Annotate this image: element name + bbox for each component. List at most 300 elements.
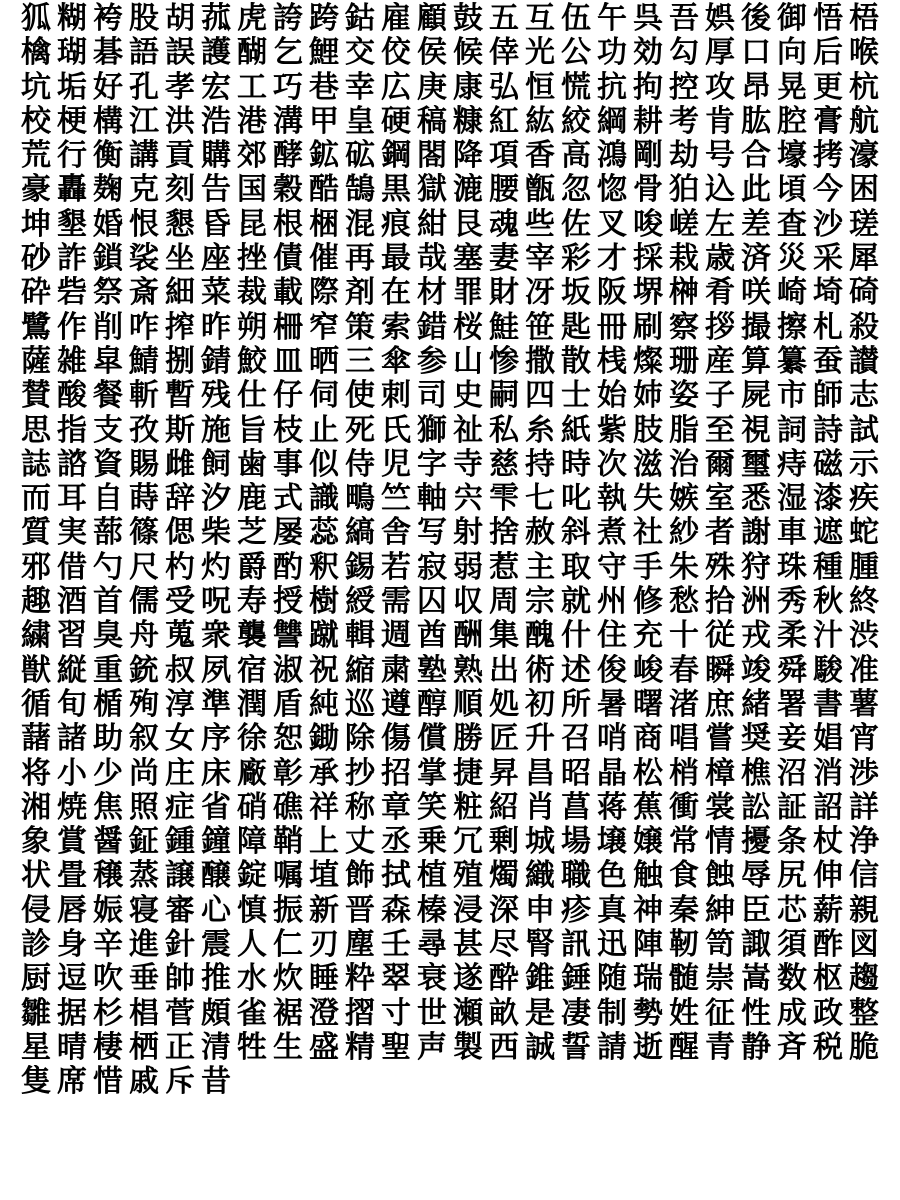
kanji-glyph: 世 — [417, 996, 447, 1031]
kanji-glyph: 州 — [597, 585, 627, 620]
kanji-glyph: 誌 — [21, 447, 51, 482]
kanji-glyph: 再 — [345, 242, 375, 277]
kanji-glyph: 遵 — [381, 687, 411, 722]
kanji-glyph: 頗 — [201, 996, 231, 1031]
kanji-glyph: 篠 — [129, 516, 159, 551]
kanji-glyph: 工 — [237, 70, 267, 105]
kanji-glyph: 採 — [633, 242, 663, 277]
kanji-glyph: 笹 — [525, 310, 555, 345]
kanji-glyph: 慎 — [237, 893, 267, 928]
kanji-glyph: 若 — [381, 550, 411, 585]
kanji-glyph: 綱 — [597, 104, 627, 139]
kanji-glyph: 燦 — [633, 344, 663, 379]
kanji-glyph: 甑 — [525, 173, 555, 208]
kanji-glyph: 蝕 — [705, 859, 735, 894]
kanji-glyph: 骨 — [633, 173, 663, 208]
kanji-glyph: 椙 — [129, 996, 159, 1031]
kanji-glyph: 職 — [561, 859, 591, 894]
kanji-glyph: 賜 — [129, 447, 159, 482]
kanji-glyph: 崎 — [777, 276, 807, 311]
kanji-glyph: 尺 — [129, 550, 159, 585]
kanji-glyph: 糊 — [57, 2, 87, 36]
kanji-glyph: 秦 — [669, 893, 699, 928]
kanji-glyph: 薩 — [21, 344, 51, 379]
kanji-glyph: 哉 — [417, 242, 447, 277]
kanji-glyph: 擦 — [777, 310, 807, 345]
kanji-glyph: 靭 — [669, 928, 699, 963]
kanji-glyph: 差 — [741, 207, 771, 242]
kanji-glyph: 嬢 — [633, 825, 663, 860]
kanji-glyph: 人 — [237, 928, 267, 963]
kanji-glyph: 昭 — [561, 756, 591, 791]
kanji-glyph: 次 — [597, 447, 627, 482]
kanji-glyph: 紹 — [489, 790, 519, 825]
kanji-glyph: 思 — [21, 413, 51, 448]
kanji-glyph: 昆 — [237, 207, 267, 242]
kanji-glyph: 侵 — [21, 893, 51, 928]
kanji-glyph: 梧 — [849, 2, 879, 36]
kanji-glyph: 隻 — [21, 1065, 51, 1100]
kanji-glyph: 向 — [777, 36, 807, 71]
kanji-glyph: 循 — [21, 687, 51, 722]
kanji-glyph: 汐 — [201, 482, 231, 517]
kanji-glyph: 細 — [165, 276, 195, 311]
kanji-glyph: 食 — [669, 859, 699, 894]
kanji-glyph: 公 — [561, 36, 591, 71]
kanji-glyph: 煮 — [597, 516, 627, 551]
kanji-glyph: 倖 — [489, 36, 519, 71]
kanji-glyph: 始 — [597, 379, 627, 414]
kanji-glyph: 匙 — [561, 310, 591, 345]
kanji-glyph: 榊 — [669, 276, 699, 311]
kanji-glyph: 証 — [777, 790, 807, 825]
kanji-glyph: 拶 — [705, 310, 735, 345]
kanji-glyph: 合 — [741, 139, 771, 174]
kanji-glyph: 醇 — [417, 687, 447, 722]
kanji-glyph: 蛇 — [849, 516, 879, 551]
kanji-glyph: 脂 — [669, 413, 699, 448]
kanji-glyph: 沼 — [777, 756, 807, 791]
kanji-glyph: 紺 — [417, 207, 447, 242]
kanji-glyph: 十 — [669, 619, 699, 654]
kanji-glyph: 腎 — [525, 928, 555, 963]
kanji-glyph: 初 — [525, 687, 555, 722]
kanji-glyph: 醜 — [525, 619, 555, 654]
kanji-glyph: 商 — [633, 722, 663, 757]
kanji-glyph: 鮫 — [237, 344, 267, 379]
kanji-glyph: 晶 — [597, 756, 627, 791]
kanji-glyph: 春 — [669, 653, 699, 688]
kanji-glyph: 肯 — [705, 104, 735, 139]
kanji-glyph: 刺 — [381, 379, 411, 414]
kanji-glyph: 士 — [561, 379, 591, 414]
kanji-glyph: 森 — [381, 893, 411, 928]
kanji-glyph: 修 — [633, 585, 663, 620]
kanji-glyph: 畝 — [489, 996, 519, 1031]
kanji-glyph: 正 — [165, 1030, 195, 1065]
kanji-glyph: 斯 — [165, 413, 195, 448]
kanji-glyph: 樹 — [309, 585, 339, 620]
kanji-glyph: 宍 — [453, 482, 483, 517]
kanji-glyph: 衰 — [417, 962, 447, 997]
kanji-glyph: 赦 — [525, 516, 555, 551]
kanji-glyph: 信 — [849, 859, 879, 894]
kanji-glyph: 娯 — [705, 2, 735, 36]
kanji-glyph: 昌 — [525, 756, 555, 791]
kanji-glyph: 充 — [633, 619, 663, 654]
kanji-glyph: 魂 — [489, 207, 519, 242]
kanji-glyph: 冗 — [453, 825, 483, 860]
kanji-glyph: 光 — [525, 36, 555, 71]
kanji-glyph: 死 — [345, 413, 375, 448]
kanji-glyph: 蒋 — [597, 790, 627, 825]
kanji-glyph: 終 — [849, 585, 879, 620]
kanji-glyph: 瞬 — [705, 653, 735, 688]
kanji-glyph: 拷 — [813, 139, 843, 174]
kanji-glyph: 支 — [93, 413, 123, 448]
kanji-glyph: 考 — [669, 104, 699, 139]
kanji-glyph: 唇 — [57, 893, 87, 928]
kanji-glyph: 磁 — [813, 447, 843, 482]
kanji-glyph: 衝 — [669, 790, 699, 825]
kanji-glyph: 降 — [453, 139, 483, 174]
kanji-glyph: 抗 — [597, 70, 627, 105]
kanji-glyph: 坐 — [165, 242, 195, 277]
kanji-glyph: 曙 — [633, 687, 663, 722]
kanji-glyph: 鈷 — [345, 2, 375, 36]
kanji-glyph: 策 — [345, 310, 375, 345]
kanji-glyph: 殊 — [705, 550, 735, 585]
kanji-glyph: 仔 — [273, 379, 303, 414]
kanji-glyph: 娠 — [93, 893, 123, 928]
kanji-glyph: 丈 — [345, 825, 375, 860]
kanji-glyph: 朱 — [669, 550, 699, 585]
kanji-glyph: 塵 — [345, 928, 375, 963]
kanji-glyph: 康 — [453, 70, 483, 105]
kanji-glyph: 薪 — [813, 893, 843, 928]
kanji-glyph: 縞 — [345, 516, 375, 551]
kanji-glyph: 雫 — [489, 482, 519, 517]
kanji-glyph: 質 — [21, 516, 51, 551]
kanji-glyph: 洲 — [741, 585, 771, 620]
kanji-glyph: 誠 — [525, 1030, 555, 1065]
kanji-glyph: 射 — [453, 516, 483, 551]
kanji-glyph: 準 — [201, 687, 231, 722]
kanji-glyph: 資 — [93, 447, 123, 482]
kanji-glyph: 弘 — [489, 70, 519, 105]
kanji-glyph: 生 — [273, 1030, 303, 1065]
kanji-glyph: 産 — [705, 344, 735, 379]
kanji-glyph: 肱 — [741, 104, 771, 139]
kanji-glyph: 棲 — [93, 1030, 123, 1065]
kanji-glyph: 常 — [669, 825, 699, 860]
kanji-glyph: 廠 — [237, 756, 267, 791]
kanji-glyph: 膏 — [813, 104, 843, 139]
kanji-glyph: 杖 — [813, 825, 843, 860]
kanji-glyph: 戚 — [129, 1065, 159, 1100]
kanji-glyph: 社 — [633, 516, 663, 551]
kanji-glyph: 酵 — [273, 139, 303, 174]
kanji-glyph: 算 — [741, 344, 771, 379]
kanji-glyph: 午 — [597, 2, 627, 36]
kanji-glyph: 伸 — [813, 859, 843, 894]
kanji-glyph: 燭 — [489, 859, 519, 894]
kanji-glyph: 湘 — [21, 790, 51, 825]
kanji-glyph: 璽 — [741, 447, 771, 482]
kanji-glyph: 進 — [129, 928, 159, 963]
kanji-glyph: 奨 — [741, 722, 771, 757]
kanji-glyph: 埼 — [813, 276, 843, 311]
kanji-glyph: 囚 — [417, 585, 447, 620]
kanji-glyph: 腫 — [849, 550, 879, 585]
kanji-glyph: 崇 — [705, 962, 735, 997]
kanji-glyph: 釈 — [309, 550, 339, 585]
kanji-glyph: 授 — [273, 585, 303, 620]
kanji-glyph: 粋 — [345, 962, 375, 997]
kanji-glyph: 耳 — [57, 482, 87, 517]
kanji-glyph: 盾 — [273, 687, 303, 722]
kanji-glyph: 手 — [633, 550, 663, 585]
kanji-glyph: 荒 — [21, 139, 51, 174]
kanji-glyph: 試 — [849, 413, 879, 448]
kanji-glyph: 竣 — [741, 653, 771, 688]
kanji-glyph: 愁 — [669, 585, 699, 620]
kanji-glyph: 礁 — [273, 790, 303, 825]
kanji-glyph: 寂 — [417, 550, 447, 585]
kanji-glyph: 蒸 — [129, 859, 159, 894]
kanji-glyph: 孜 — [129, 413, 159, 448]
kanji-glyph: 殺 — [849, 310, 879, 345]
kanji-glyph: 忽 — [561, 173, 591, 208]
kanji-glyph: 成 — [777, 996, 807, 1031]
kanji-glyph: 髄 — [669, 962, 699, 997]
kanji-glyph: 硝 — [237, 790, 267, 825]
kanji-glyph: 伺 — [309, 379, 339, 414]
kanji-glyph: 昨 — [201, 310, 231, 345]
kanji-glyph: 竺 — [381, 482, 411, 517]
kanji-glyph: 斥 — [165, 1065, 195, 1100]
kanji-glyph: 剤 — [345, 276, 375, 311]
kanji-glyph: 国 — [237, 173, 267, 208]
kanji-glyph: 賞 — [57, 825, 87, 860]
kanji-glyph: 紘 — [525, 104, 555, 139]
kanji-glyph: 鴫 — [345, 482, 375, 517]
kanji-glyph: 殉 — [129, 687, 159, 722]
kanji-glyph: 酌 — [273, 550, 303, 585]
kanji-glyph: 語 — [129, 36, 159, 71]
kanji-glyph: 巡 — [345, 687, 375, 722]
kanji-glyph: 勢 — [633, 996, 663, 1031]
kanji-glyph: 乞 — [273, 36, 303, 71]
kanji-glyph: 酸 — [57, 379, 87, 414]
kanji-glyph: 交 — [345, 36, 375, 71]
kanji-glyph: 屍 — [741, 379, 771, 414]
kanji-glyph: 淳 — [165, 687, 195, 722]
kanji-glyph: 妾 — [777, 722, 807, 757]
kanji-glyph: 触 — [633, 859, 663, 894]
kanji-glyph: 艮 — [453, 207, 483, 242]
kanji-glyph: 瑚 — [57, 36, 87, 71]
kanji-glyph: 熟 — [453, 653, 483, 688]
kanji-glyph: 侯 — [417, 36, 447, 71]
kanji-glyph: 懇 — [165, 207, 195, 242]
kanji-glyph: 親 — [849, 893, 879, 928]
kanji-glyph: 広 — [381, 70, 411, 105]
kanji-glyph: 斉 — [777, 1030, 807, 1065]
kanji-glyph: 巧 — [273, 70, 303, 105]
kanji-glyph: 屡 — [273, 516, 303, 551]
kanji-glyph: 腰 — [489, 173, 519, 208]
kanji-glyph: 濠 — [849, 139, 879, 174]
kanji-glyph: 消 — [813, 756, 843, 791]
kanji-glyph: 灼 — [201, 550, 231, 585]
kanji-glyph: 純 — [309, 687, 339, 722]
kanji-glyph: 駿 — [813, 653, 843, 688]
kanji-glyph: 酋 — [417, 619, 447, 654]
kanji-glyph: 最 — [381, 242, 411, 277]
kanji-glyph: 座 — [201, 242, 231, 277]
kanji-glyph: 実 — [57, 516, 87, 551]
kanji-glyph: 爾 — [705, 447, 735, 482]
kanji-glyph: 晃 — [777, 70, 807, 105]
kanji-glyph: 誤 — [165, 36, 195, 71]
kanji-glyph: 色 — [597, 859, 627, 894]
kanji-glyph: 芯 — [777, 893, 807, 928]
kanji-glyph: 政 — [813, 996, 843, 1031]
kanji-glyph: 枢 — [813, 962, 843, 997]
kanji-glyph: 尋 — [417, 928, 447, 963]
kanji-glyph: 戎 — [741, 619, 771, 654]
kanji-glyph: 込 — [705, 173, 735, 208]
kanji-glyph: 削 — [93, 310, 123, 345]
kanji-glyph: 硬 — [381, 104, 411, 139]
kanji-glyph: 随 — [597, 962, 627, 997]
kanji-glyph: 需 — [381, 585, 411, 620]
kanji-glyph: 祭 — [93, 276, 123, 311]
kanji-glyph: 喉 — [849, 36, 879, 71]
kanji-glyph: 痔 — [777, 447, 807, 482]
kanji-glyph: 捷 — [453, 756, 483, 791]
kanji-glyph: 栽 — [669, 242, 699, 277]
kanji-glyph: 催 — [309, 242, 339, 277]
kanji-glyph: 術 — [525, 653, 555, 688]
kanji-glyph: 賛 — [21, 379, 51, 414]
kanji-glyph: 償 — [417, 722, 447, 757]
kanji-glyph: 昏 — [201, 207, 231, 242]
kanji-glyph: 校 — [21, 104, 51, 139]
kanji-glyph: 輯 — [345, 619, 375, 654]
kanji-glyph: 雀 — [237, 996, 267, 1031]
kanji-glyph: 勺 — [93, 550, 123, 585]
kanji-glyph: 儒 — [129, 585, 159, 620]
kanji-glyph: 檎 — [21, 36, 51, 71]
kanji-glyph: 叉 — [597, 207, 627, 242]
kanji-glyph: 候 — [453, 36, 483, 71]
kanji-glyph: 伍 — [561, 2, 591, 36]
kanji-glyph: 采 — [813, 242, 843, 277]
kanji-glyph: 焼 — [57, 790, 87, 825]
kanji-glyph: 識 — [309, 482, 339, 517]
kanji-glyph: 穣 — [93, 859, 123, 894]
kanji-glyph: 挫 — [237, 242, 267, 277]
kanji-glyph: 口 — [741, 36, 771, 71]
kanji-glyph: 志 — [849, 379, 879, 414]
kanji-glyph: 臭 — [93, 619, 123, 654]
kanji-glyph: 象 — [21, 825, 51, 860]
kanji-glyph: 碁 — [93, 36, 123, 71]
kanji-glyph: 氏 — [381, 413, 411, 448]
kanji-glyph: 蒐 — [165, 619, 195, 654]
kanji-glyph: 傷 — [381, 722, 411, 757]
kanji-glyph: 宰 — [525, 242, 555, 277]
kanji-glyph: 青 — [705, 1030, 735, 1065]
kanji-glyph: 姓 — [669, 996, 699, 1031]
kanji-glyph: 肴 — [705, 276, 735, 311]
kanji-glyph: 洪 — [165, 104, 195, 139]
kanji-glyph: 雑 — [57, 344, 87, 379]
kanji-glyph: 収 — [453, 585, 483, 620]
kanji-glyph: 讐 — [273, 619, 303, 654]
kanji-glyph: 恒 — [525, 70, 555, 105]
kanji-glyph: 据 — [57, 996, 87, 1031]
kanji-glyph: 須 — [777, 928, 807, 963]
kanji-glyph: 彰 — [273, 756, 303, 791]
kanji-glyph: 所 — [561, 687, 591, 722]
kanji-glyph: 叔 — [165, 653, 195, 688]
kanji-glyph: 黒 — [381, 173, 411, 208]
kanji-glyph: 訊 — [561, 928, 591, 963]
kanji-glyph: 拭 — [381, 859, 411, 894]
kanji-glyph: 獄 — [417, 173, 447, 208]
kanji-glyph: 繍 — [21, 619, 51, 654]
kanji-glyph: 升 — [525, 722, 555, 757]
kanji-glyph: 指 — [57, 413, 87, 448]
kanji-glyph: 瑳 — [849, 207, 879, 242]
kanji-glyph: 詞 — [777, 413, 807, 448]
kanji-glyph: 惚 — [597, 173, 627, 208]
kanji-glyph: 式 — [273, 482, 303, 517]
kanji-glyph: 寝 — [129, 893, 159, 928]
kanji-glyph: 肖 — [525, 790, 555, 825]
kanji-glyph: 整 — [849, 996, 879, 1031]
kanji-glyph: 姿 — [669, 379, 699, 414]
kanji-glyph: 従 — [705, 619, 735, 654]
kanji-glyph: 臣 — [741, 893, 771, 928]
kanji-glyph: 幸 — [345, 70, 375, 105]
kanji-glyph: 司 — [417, 379, 447, 414]
kanji-glyph: 心 — [201, 893, 231, 928]
kanji-glyph: 縮 — [345, 653, 375, 688]
kanji-glyph: 斜 — [561, 516, 591, 551]
kanji-glyph: 七 — [525, 482, 555, 517]
kanji-glyph: 咋 — [129, 310, 159, 345]
kanji-glyph: 混 — [345, 207, 375, 242]
kanji-glyph: 狐 — [21, 2, 51, 36]
kanji-glyph: 腔 — [777, 104, 807, 139]
kanji-glyph: 襲 — [237, 619, 267, 654]
kanji-glyph: 狩 — [741, 550, 771, 585]
kanji-glyph: 汁 — [813, 619, 843, 654]
kanji-glyph: 柴 — [201, 516, 231, 551]
kanji-glyph: 纂 — [777, 344, 807, 379]
kanji-glyph: 紅 — [489, 104, 519, 139]
kanji-glyph: 錠 — [237, 859, 267, 894]
kanji-glyph: 札 — [813, 310, 843, 345]
kanji-glyph: 飾 — [345, 859, 375, 894]
kanji-glyph: 辞 — [165, 482, 195, 517]
kanji-glyph: 斬 — [129, 379, 159, 414]
kanji-glyph: 趣 — [21, 585, 51, 620]
